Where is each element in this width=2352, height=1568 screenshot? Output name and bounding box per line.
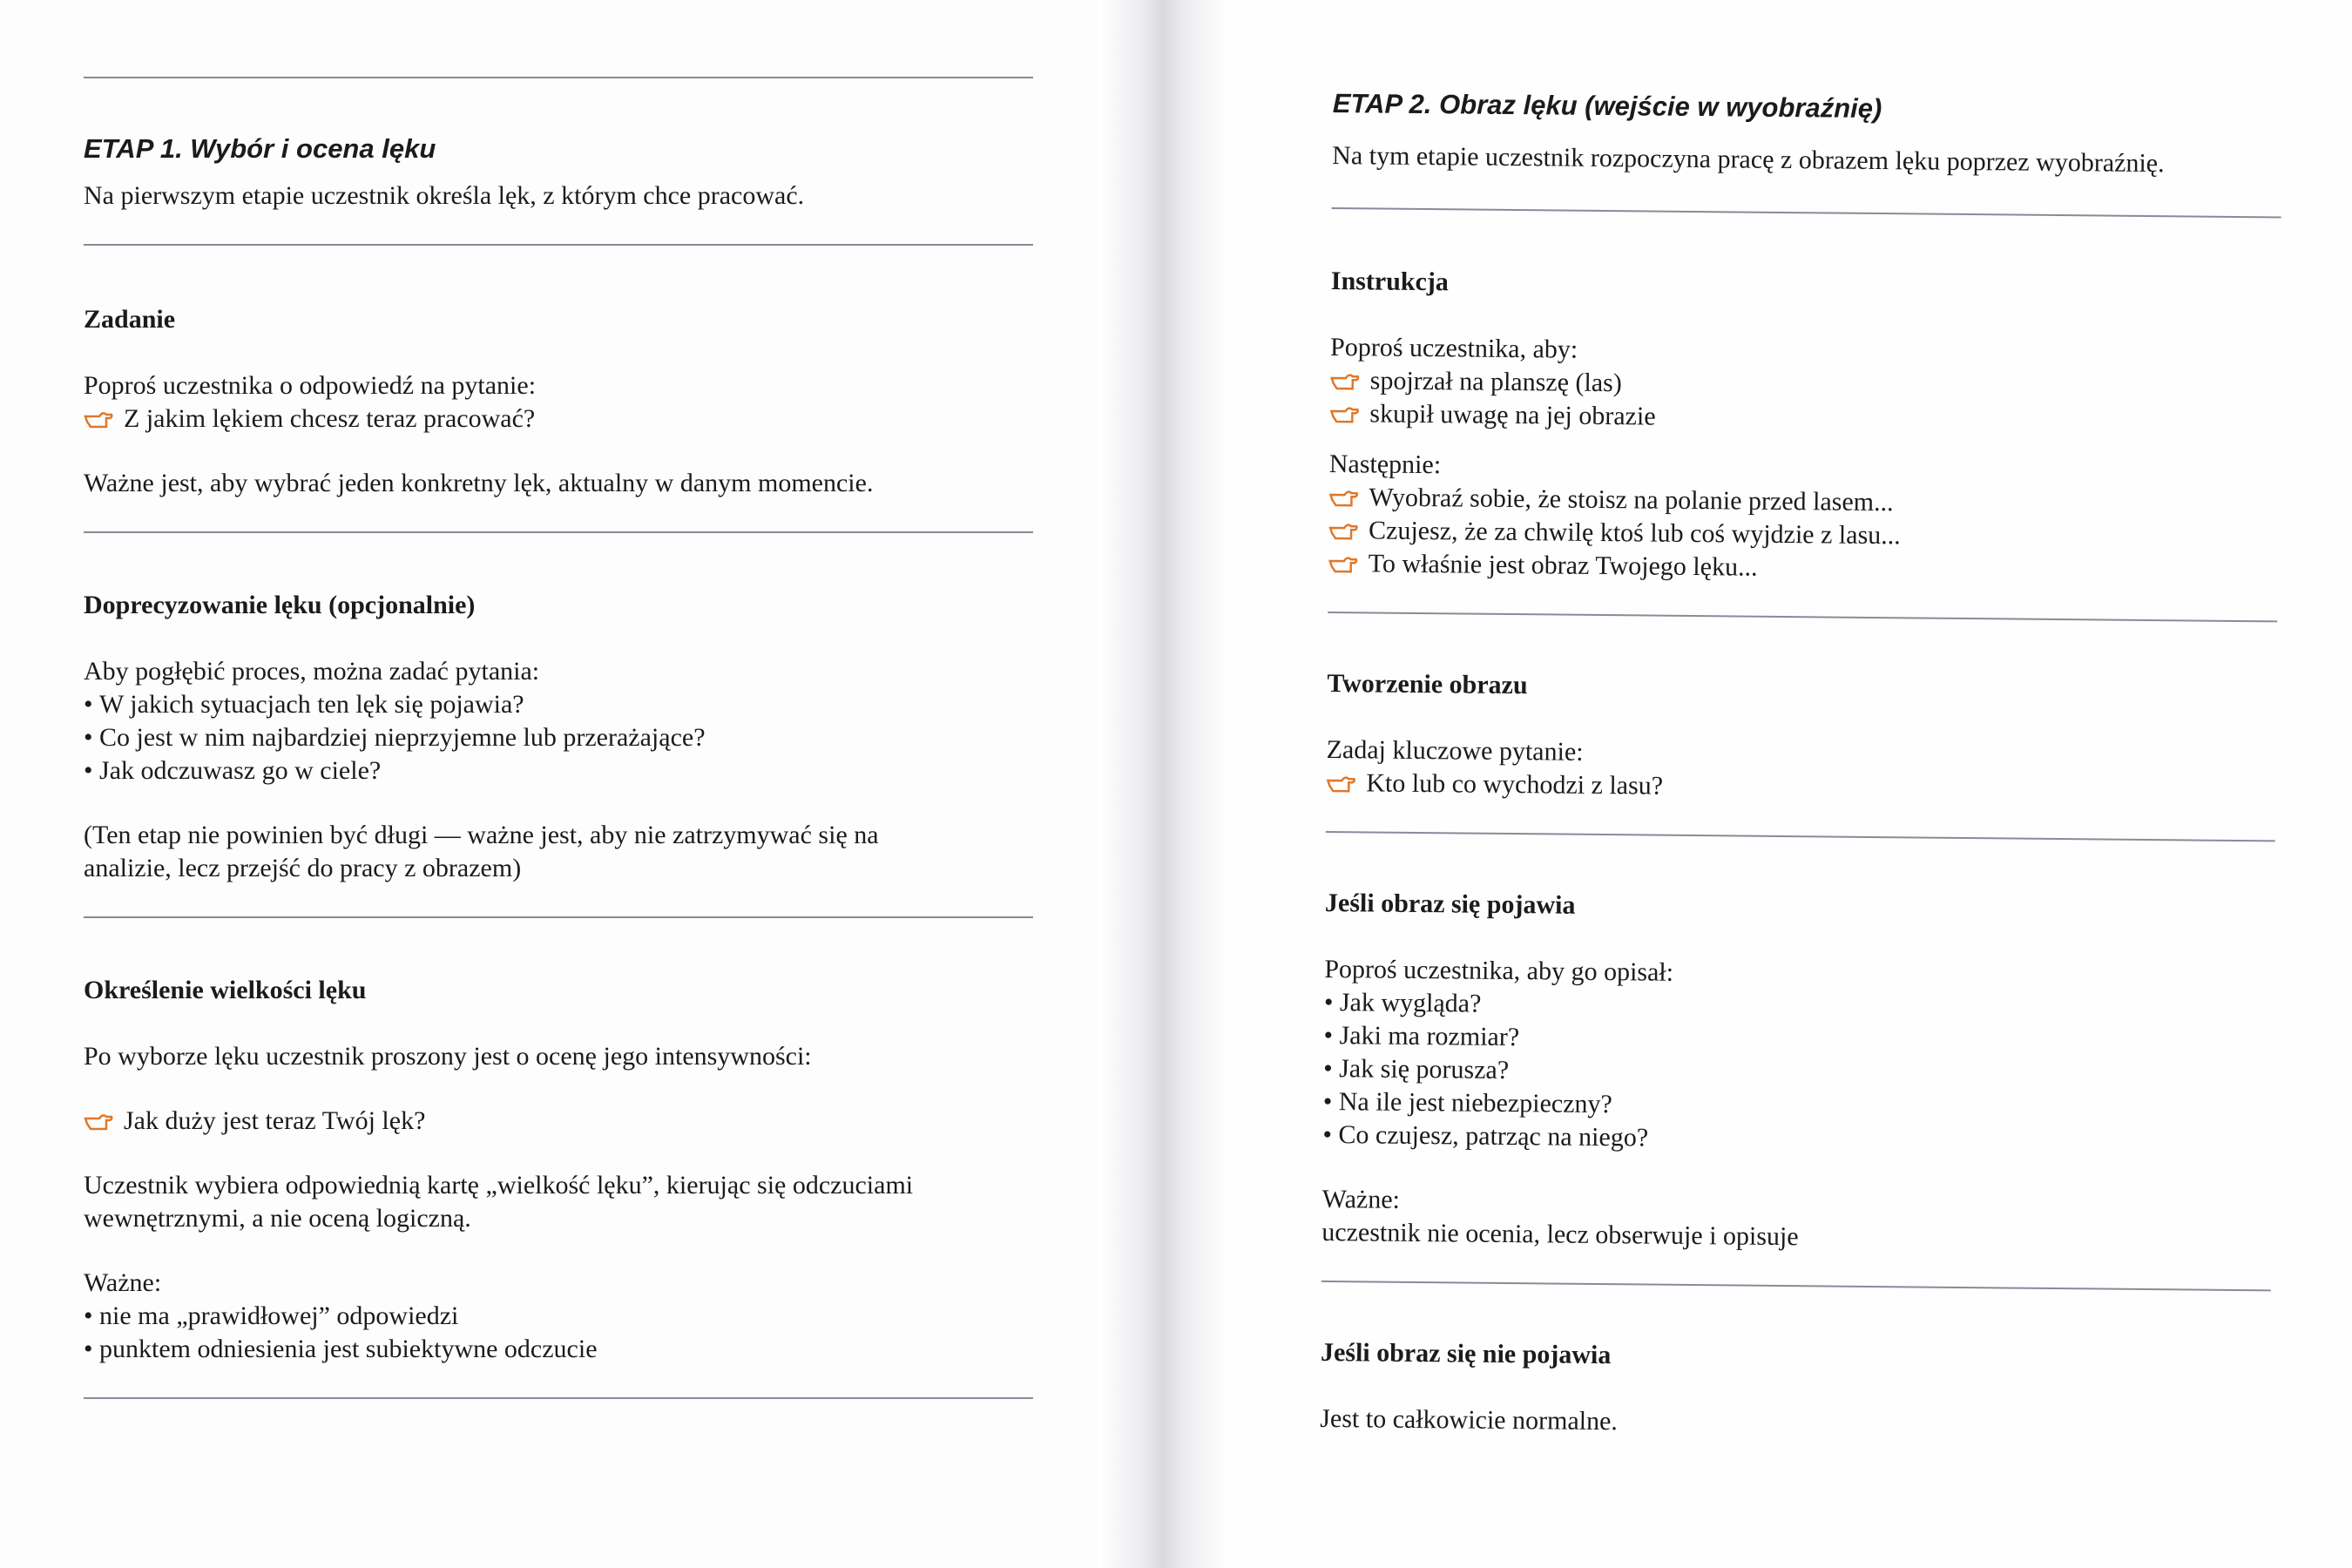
instrukcja-title: Instrukcja [1330,266,1450,297]
zadanie-p2: Ważne jest, aby wybrać jeden konkretny lęk, aktualny w danym momencie. [84,469,874,497]
wielkosc-list [84,1300,1033,1366]
nie-pojawia-p1: Jest to całkowicie normalne. [1320,1403,1619,1436]
instrukcja-item: skupił uwagę na jej obrazie [1369,399,1656,431]
instrukcja-section [1328,209,2281,620]
etap2-intro: Na tym etapie uczestnik rozpoczyna pracę z obrazem lęku poprzez wyobraźnię. [1332,140,2165,179]
zadanie-question: Z jakim lękiem chcesz teraz pracować? [124,404,536,433]
instrukcja-item: spojrzał na planszę (las) [1369,366,1622,398]
pojawia-title: Jeśli obraz się pojawia [1324,888,1576,920]
pointing-hand-icon [1328,488,1358,507]
right-column [1320,87,2282,1476]
pointing-hand-icon [1326,774,1355,793]
pointing-hand-icon [84,409,113,429]
question-line [84,1105,1033,1138]
pojawia-list [1322,986,2274,1160]
doprecyzowanie-note-1: (Ten etap nie powinien być długi — ważne jest, aby nie zatrzymywać się na [84,821,879,849]
list-item: • W jakich sytuacjach ten lęk się pojawia? [84,688,1033,721]
wielkosc-section [84,918,1033,1397]
pointing-hand-icon [1329,404,1359,423]
tworzenie-question: Kto lub co wychodzi z lasu? [1366,768,1664,801]
tworzenie-p1: Zadaj kluczowe pytanie: [1326,734,1584,767]
zadanie-section [84,246,1033,531]
etap1-intro: Na pierwszym etapie uczestnik określa lęk, z którym chce pracować. [84,181,805,210]
doprecyzowanie-note-2: analizie, lecz przejść do pracy z obrazem) [84,854,522,882]
nie-pojawia-section [1320,1282,2271,1476]
doprecyzowanie-p1: Aby pogłębić proces, można zadać pytania: [84,657,540,686]
left-column [84,77,1033,1399]
zadanie-title: Zadanie [84,305,176,334]
doprecyzowanie-title: Doprecyzowanie lęku (opcjonalnie) [84,591,476,619]
tworzenie-title: Tworzenie obrazu [1327,668,1528,700]
wielkosc-p1: Po wyborze lęku uczestnik proszony jest o ocenę jego intensywności: [84,1042,812,1071]
pointing-hand-icon [1328,554,1358,573]
etap2-title: ETAP 2. Obraz lęku (wejście w wyobraźnię) [1332,87,1882,125]
pojawia-wazne: Ważne: [1321,1184,1401,1214]
wielkosc-question: Jak duży jest teraz Twój lęk? [124,1106,426,1135]
wielkosc-p2-2: wewnętrznymi, a nie oceną logiczną. [84,1204,471,1233]
divider [84,1397,1033,1399]
instrukcja-item: Czujesz, że za chwilę ktoś lub coś wyjdzie z lasu... [1368,516,1901,551]
list-item: • Jak się porusza? [1323,1052,2273,1094]
wielkosc-title: Określenie wielkości lęku [84,976,367,1004]
instrukcja-item: To właśnie jest obraz Twojego lęku... [1368,549,1758,582]
tworzenie-section [1326,613,2277,840]
list-item: • Jak odczuwasz go w ciele? [84,754,1033,787]
list-item: • Na ile jest niebezpieczny? [1323,1085,2273,1127]
etap1-title: ETAP 1. Wybór i ocena lęku [84,133,436,164]
etap2-section [1332,87,2282,216]
doprecyzowanie-section [84,533,1033,916]
pointing-hand-icon [1330,371,1360,390]
list-item: • nie ma „prawidłowej” odpowiedzi [84,1300,1033,1333]
wielkosc-p2-1: Uczestnik wybiera odpowiednią kartę „wielkość lęku”, kierując się odczuciami [84,1171,914,1200]
list-item: • Co czujesz, patrząc na niego? [1322,1119,2272,1160]
pojawia-wazne-text: uczestnik nie ocenia, lecz obserwuje i opisuje [1321,1217,1799,1252]
wielkosc-wazne: Ważne: [84,1268,162,1297]
zadanie-p1: Poproś uczestnika o odpowiedź na pytanie: [84,371,537,400]
list-item: • Jak wygląda? [1324,986,2274,1028]
instrukcja-p1: Poproś uczestnika, aby: [1329,332,1578,364]
question-line [84,402,1033,436]
instrukcja-item: Wyobraź sobie, że stoisz na polanie przed lasem... [1369,483,1894,517]
pojawia-p1: Poproś uczestnika, aby go opisał: [1324,954,1674,987]
list-item: • punktem odniesienia jest subiektywne odczucie [84,1333,1033,1366]
pointing-hand-icon [1328,521,1358,540]
nie-pojawia-title: Jeśli obraz się nie pojawia [1320,1337,1612,1370]
pointing-hand-icon [84,1112,113,1131]
list-item: • Jaki ma rozmiar? [1323,1019,2273,1061]
etap1-section [84,78,1033,244]
list-item: • Co jest w nim najbardziej nieprzyjemne lub przerażające? [84,721,1033,754]
doprecyzowanie-list [84,688,1033,787]
instrukcja-p2: Następnie: [1328,449,1442,480]
book-gutter [1098,0,1228,1568]
pojawia-section [1321,833,2275,1289]
